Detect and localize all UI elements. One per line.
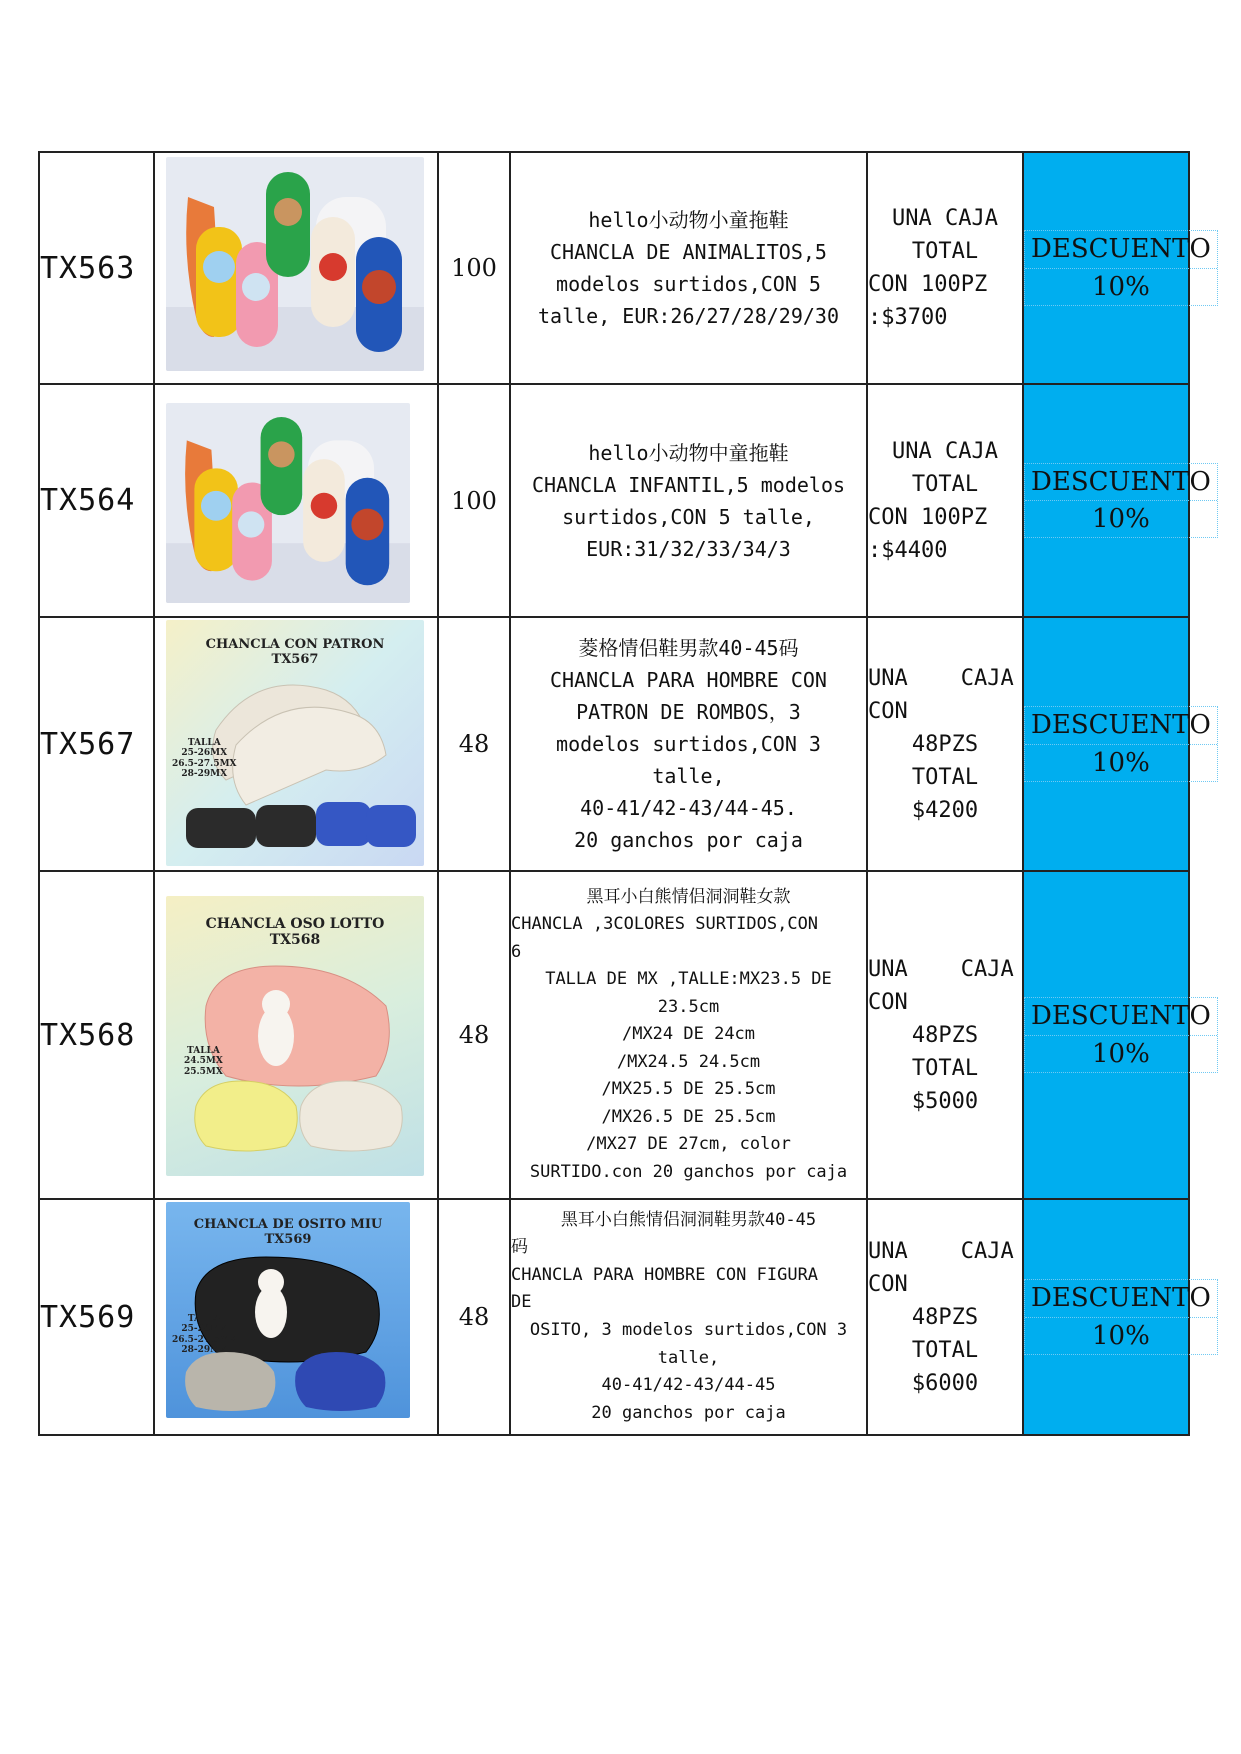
product-photo (166, 157, 424, 371)
desc-line: talle, EUR:26/27/28/29/30 (537, 304, 840, 328)
discount-cell (1023, 152, 1211, 384)
product-description (510, 871, 867, 1199)
product-description (510, 152, 867, 384)
desc-line: CHANCLA DE ANIMALITOS,5 (550, 240, 827, 264)
desc-line: 20 ganchos por caja (591, 1402, 786, 1423)
desc-line: 40-41/42-43/44-45 (601, 1375, 776, 1396)
desc-line: 6 (511, 941, 522, 962)
size-legend-line: 25-26MX (181, 748, 228, 759)
desc-line: /MX27 DE 27cm, color (586, 1134, 791, 1155)
desc-line: /MX26.5 DE 25.5cm (601, 1106, 776, 1127)
discount-value: 10% (1025, 744, 1217, 781)
price-line: UNA CAJA (868, 1238, 1014, 1264)
desc-line: modelos surtidos,CON 3 (556, 732, 821, 756)
size-legend-line: 25.5MX (184, 1066, 223, 1077)
price-line: CON 100PZ (868, 272, 988, 297)
desc-line: 40-41/42-43/44-45. (580, 796, 797, 820)
desc-line: SURTIDO.con 20 ganchos por caja (529, 1161, 848, 1182)
price-line: CON 100PZ (868, 504, 988, 530)
product-code: TX567 (39, 617, 154, 871)
discount-value: 10% (1025, 1317, 1217, 1354)
table-row (39, 871, 1189, 1199)
product-description (510, 617, 867, 871)
size-legend-line: 25-26MX (181, 1324, 228, 1335)
discount-label: DESCUENTO (1031, 1001, 1211, 1032)
table-row (39, 152, 1189, 384)
price-line: CON (868, 1271, 908, 1297)
product-price (867, 617, 1023, 871)
desc-line: 20 ganchos por caja (574, 828, 803, 852)
price-line: :$3700 (868, 305, 948, 330)
size-legend-line: TALLA (187, 1046, 220, 1056)
price-line: $5000 (911, 1088, 979, 1114)
size-legend-line: 26.5-27.5MX (172, 1334, 237, 1345)
discount-badge (1024, 1279, 1218, 1355)
size-legend-line: 24.5MX (184, 1056, 223, 1067)
size-legend (172, 1314, 237, 1355)
desc-line: TALLA DE MX ,TALLE:MX23.5 DE (545, 969, 832, 990)
desc-line: PATRON DE ROMBOS，3 (576, 700, 801, 724)
price-line: $4200 (911, 797, 979, 823)
product-price (867, 152, 1023, 384)
desc-line: talle, (652, 764, 725, 788)
product-qty: 48 (438, 1199, 510, 1435)
table-row (39, 1199, 1189, 1435)
discount-badge (1024, 997, 1218, 1073)
price-line: UNA CAJA (868, 956, 1014, 982)
product-code: TX569 (39, 1199, 154, 1435)
discount-cell (1023, 384, 1211, 617)
price-line: TOTAL (911, 239, 979, 264)
desc-line: /MX25.5 DE 25.5cm (601, 1079, 776, 1100)
product-price (867, 384, 1023, 617)
desc-line: hello小动物小童拖鞋 (588, 208, 789, 232)
price-line: UNA CAJA (892, 438, 998, 464)
table-row (39, 617, 1189, 871)
discount-badge (1024, 706, 1218, 782)
product-image-cell (154, 384, 438, 617)
desc-line: 黑耳小白熊情侣洞洞鞋男款40-45 (560, 1209, 817, 1230)
photo-title-text: CHANCLA DE OSITO MIU TX569 (193, 1217, 383, 1247)
product-price (867, 1199, 1023, 1435)
desc-line: /MX24 DE 24cm (621, 1024, 756, 1045)
size-legend-line: 28-29MX (181, 769, 228, 780)
product-photo (166, 1202, 410, 1418)
discount-value: 10% (1025, 500, 1217, 537)
desc-line: hello小动物中童拖鞋 (588, 440, 789, 465)
discount-label: DESCUENTO (1031, 234, 1211, 265)
price-line: $6000 (911, 1370, 979, 1396)
discount-value: 10% (1025, 1035, 1217, 1072)
price-line: CON (868, 989, 908, 1015)
desc-line: CHANCLA PARA HOMBRE CON FIGURA (511, 1264, 819, 1285)
price-line: UNA CAJA (868, 665, 1014, 691)
product-code: TX563 (39, 152, 154, 384)
desc-line: DE (511, 1292, 532, 1313)
price-line: UNA CAJA (892, 206, 998, 231)
size-legend-line: 26.5-27.5MX (172, 758, 237, 769)
size-legend-line: TALLA (187, 738, 221, 748)
product-image-cell (154, 152, 438, 384)
product-image-cell (154, 617, 438, 871)
product-code: TX568 (39, 871, 154, 1199)
price-line: 48PZS (911, 1022, 979, 1048)
desc-line: /MX24.5 24.5cm (616, 1051, 761, 1072)
desc-line: CHANCLA PARA HOMBRE CON (550, 668, 827, 692)
desc-line: 23.5cm (657, 996, 720, 1017)
product-description (510, 384, 867, 617)
discount-badge (1024, 463, 1218, 539)
product-qty: 48 (438, 617, 510, 871)
price-line: TOTAL (911, 1337, 979, 1363)
price-line: TOTAL (911, 764, 979, 790)
product-description (510, 1199, 867, 1435)
desc-line: EUR:31/32/33/34/3 (586, 536, 791, 561)
desc-line: 码 (511, 1237, 528, 1258)
product-image-cell (154, 871, 438, 1199)
size-legend (172, 738, 237, 779)
photo-title (166, 902, 424, 948)
product-table (38, 151, 1211, 1436)
desc-line: 黑耳小白熊情侣洞洞鞋女款 (586, 886, 791, 907)
discount-cell (1023, 871, 1211, 1199)
price-line: 48PZS (911, 1304, 979, 1330)
product-price (867, 871, 1023, 1199)
size-legend (184, 1046, 223, 1077)
price-line: :$4400 (868, 537, 948, 563)
product-image-cell (154, 1199, 438, 1435)
price-line: 48PZS (911, 731, 979, 757)
price-line: TOTAL (911, 1055, 979, 1081)
desc-line: 菱格情侣鞋男款40-45码 (578, 636, 799, 660)
desc-line: OSITO, 3 modelos surtidos,CON 3 (529, 1320, 848, 1340)
photo-title-text: CHANCLA OSO LOTTO TX568 (205, 916, 385, 948)
discount-label: DESCUENTO (1031, 1283, 1211, 1314)
product-qty: 48 (438, 871, 510, 1199)
discount-cell (1023, 1199, 1211, 1435)
price-line: CON (868, 698, 908, 724)
product-photo (166, 403, 410, 603)
desc-line: CHANCLA INFANTIL,5 modelos (531, 472, 846, 497)
photo-title (166, 1204, 410, 1247)
discount-label: DESCUENTO (1031, 710, 1211, 741)
desc-line: talle, (657, 1347, 720, 1368)
photo-title (166, 624, 424, 667)
price-line: TOTAL (911, 471, 979, 497)
product-photo (166, 896, 424, 1176)
desc-line: surtidos,CON 5 talle, (562, 504, 815, 529)
kids-clogs-illustration (166, 403, 410, 603)
product-qty: 100 (438, 384, 510, 617)
discount-cell (1023, 617, 1211, 871)
product-code: TX564 (39, 384, 154, 617)
product-photo (166, 620, 424, 866)
size-legend-line: 28-29MX (181, 1345, 228, 1356)
table-row (39, 384, 1189, 617)
photo-title-text: CHANCLA CON PATRON TX567 (205, 637, 385, 667)
kids-clogs-illustration (166, 157, 424, 371)
product-qty: 100 (438, 152, 510, 384)
discount-value: 10% (1025, 268, 1217, 305)
discount-label: DESCUENTO (1031, 466, 1211, 497)
desc-line: modelos surtidos,CON 5 (556, 272, 821, 296)
size-legend-line: TALLA (187, 1314, 221, 1324)
discount-badge (1024, 230, 1218, 306)
desc-line: CHANCLA ,3COLORES SURTIDOS,CON (511, 914, 819, 935)
